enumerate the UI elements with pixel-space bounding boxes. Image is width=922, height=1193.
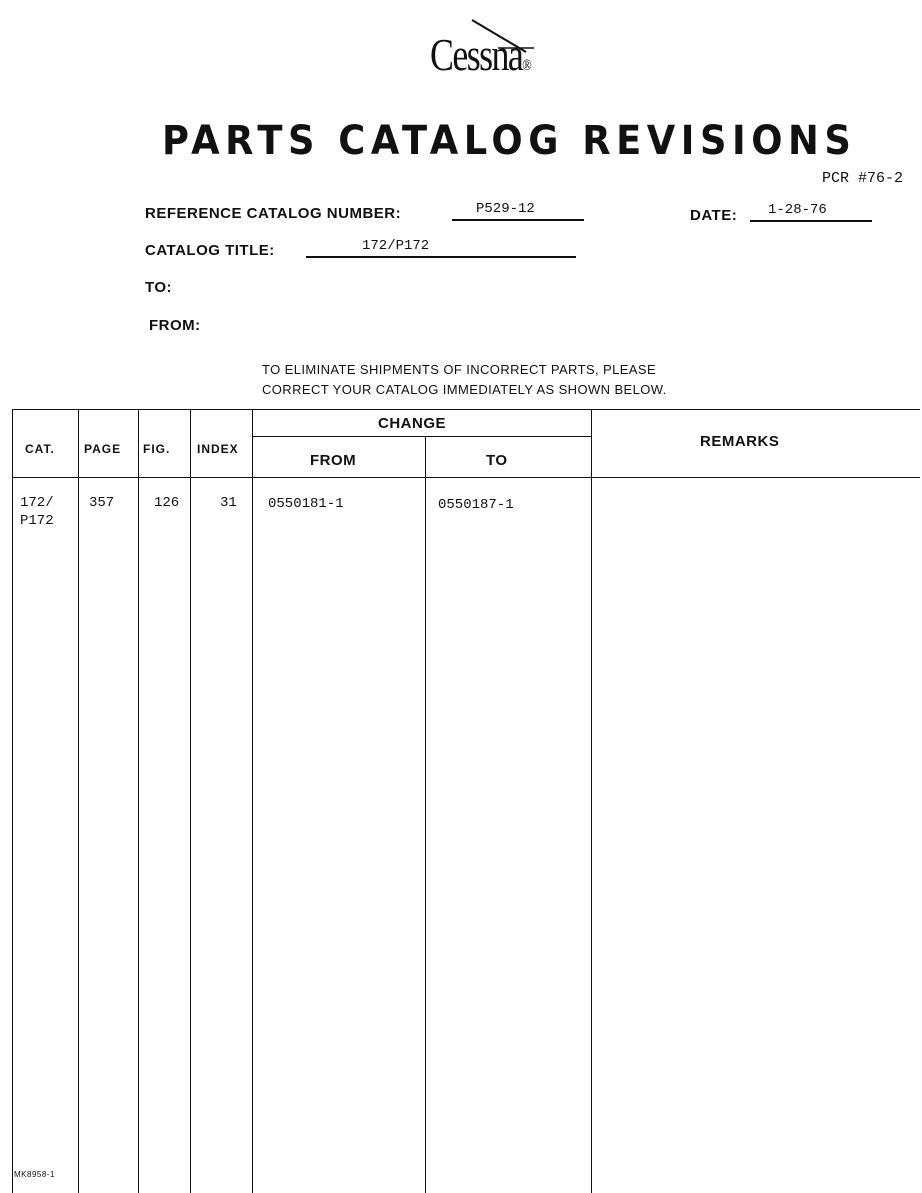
cell-cat-line-2: P172 [20,513,54,529]
header-change: CHANGE [378,415,447,432]
catalog-title-label: CATALOG TITLE: [145,242,275,259]
table-top-rule [12,409,920,410]
cell-cat-line-1: 172/ [20,495,54,511]
to-label: TO: [145,279,173,296]
col-divider-from [425,436,426,1193]
catalog-title-underline [306,256,576,258]
col-divider-change [591,409,592,1193]
cell-from: 0550181-1 [268,496,344,512]
header-from: FROM [310,452,357,469]
change-divider [252,436,592,437]
header-fig: FIG. [143,442,171,456]
pcr-number: PCR #76-2 [822,170,904,187]
cell-index: 31 [220,495,237,511]
header-page: PAGE [84,442,122,456]
catalog-title-value: 172/P172 [362,238,430,254]
cell-fig: 126 [154,495,180,511]
col-divider-cat [78,409,79,1193]
cell-page: 357 [89,495,115,511]
col-divider-page [138,409,139,1193]
reference-catalog-underline [452,219,584,221]
reference-catalog-label: REFERENCE CATALOG NUMBER: [145,205,402,222]
notice-line-1: TO ELIMINATE SHIPMENTS OF INCORRECT PARTS, PLEASE [262,362,657,377]
logo-text: Cessna [430,29,523,80]
header-cat: CAT. [25,442,55,456]
notice-line-2: CORRECT YOUR CATALOG IMMEDIATELY AS SHOWN BELOW. [262,382,667,397]
cell-to: 0550187-1 [438,497,514,513]
date-label: DATE: [690,207,738,224]
from-label: FROM: [149,317,201,334]
header-index: INDEX [197,442,239,456]
page-title: PARTS CATALOG REVISIONS [162,118,857,164]
registered-mark: ® [522,57,532,74]
reference-catalog-value: P529-12 [476,201,535,217]
header-remarks: REMARKS [700,433,780,450]
col-divider-fig [190,409,191,1193]
header-bottom-rule [12,477,920,478]
left-border [12,409,13,1193]
cessna-logo [430,29,532,89]
col-divider-index [252,409,253,1193]
form-number: MK8958-1 [14,1170,55,1179]
header-to: TO [486,452,508,469]
date-underline [750,220,872,222]
date-value: 1-28-76 [768,202,827,218]
